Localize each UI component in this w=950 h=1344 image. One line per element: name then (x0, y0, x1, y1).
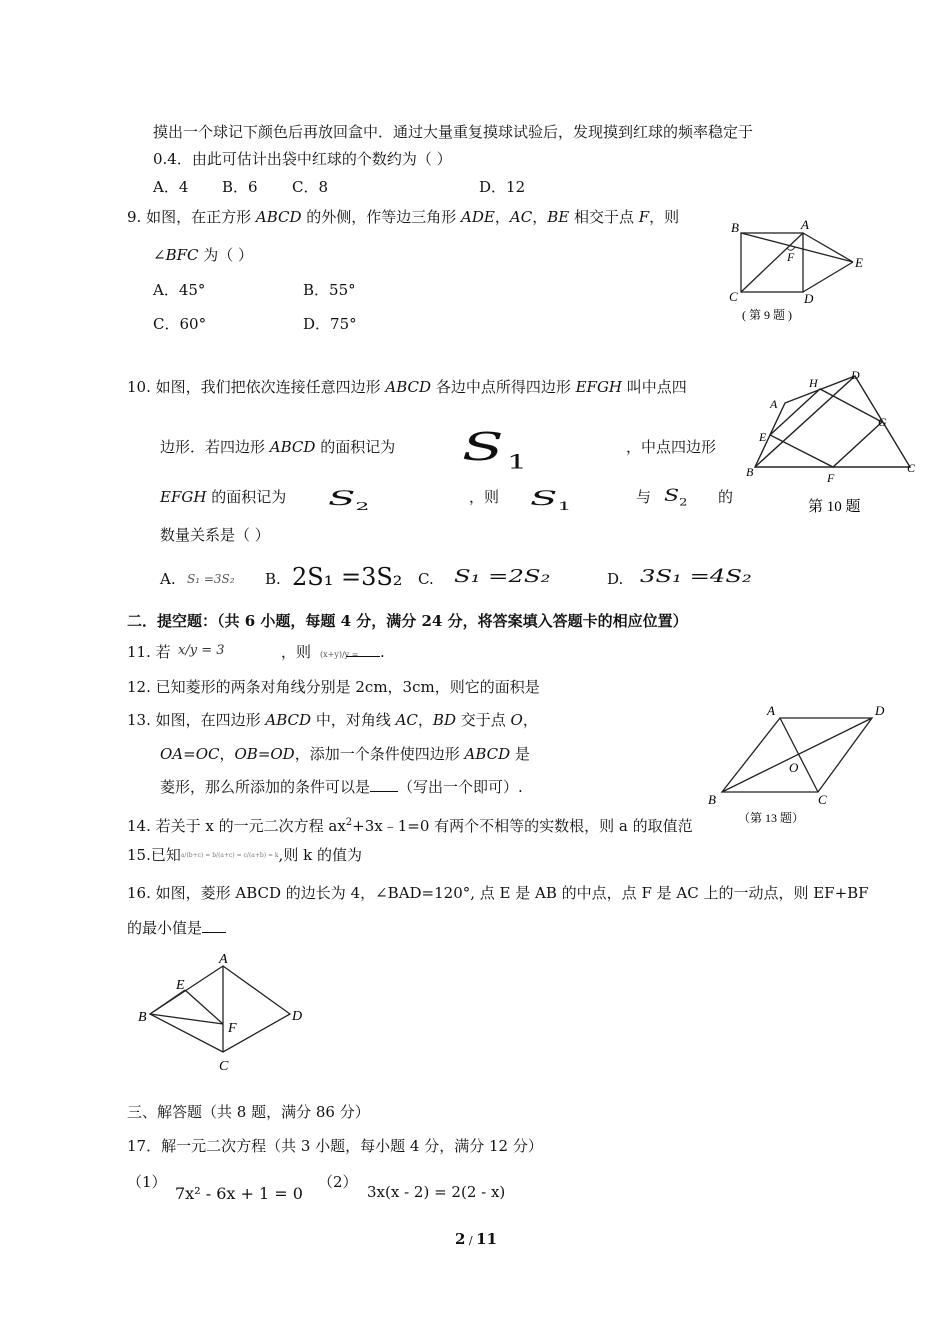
q13-label-c: C (818, 792, 827, 807)
section2-heading: 二．提空题：（共 6 小题，每题 4 分，满分 24 分，将答案填入答题卡的相应位置） (127, 612, 688, 630)
q13-label-b: B (708, 792, 716, 807)
q10-line2-end: ，中点四边形 (626, 438, 717, 456)
q10-line3: EFGH 的面积记为 (160, 488, 287, 506)
q8-option-b: B．6 (222, 178, 258, 196)
q14-line: 14. 若关于 x 的一元二次方程 $ax^2+3x﹣1=0$ 有两个不相等的实数根，则 a 的取值范 (127, 817, 693, 835)
q13-figure (700, 700, 900, 830)
page-number: 2 / 11 (455, 1230, 498, 1248)
q13-label-o: O (789, 760, 799, 775)
q16-label-a: A (219, 952, 228, 967)
q9-label-d: D (804, 291, 814, 306)
q13-line1: 13. 如图，在四边形 ABCD 中，对角线 AC，BD 交于点 O， (127, 711, 538, 729)
q10-s2-inline: $S_2$ (328, 486, 370, 513)
q8-option-c: C．8 (292, 178, 329, 196)
q10-line1: 10. 如图，我们把依次连接任意四边形 ABCD 各边中点所得四边形 EFGH 叫中点四 (127, 378, 687, 396)
q13-line2: OA=OC，OB=OD，添加一个条件使四边形 ABCD 是 (160, 745, 530, 763)
q11-mid: ，则 (281, 643, 312, 661)
q10-figure (745, 368, 925, 518)
q10-option-d-label: D. (607, 570, 624, 588)
q10-label-h: H (809, 376, 818, 390)
q9-caption: ( 第 9 题 ) (742, 308, 792, 322)
q17-part2-label: （2） (318, 1173, 358, 1191)
q8-line1: 摸出一个球记下颜色后再放回盒中．通过大量重复摸球试验后，发现摸到红球的频率稳定于 (153, 123, 754, 141)
q17-part2-equation: 3x(x - 2) = 2(2 - x) (367, 1183, 506, 1201)
q9-line1: 9. 如图，在正方形 ABCD 的外侧，作等边三角形 ADE，AC，BE 相交于点 F，则 (127, 208, 680, 226)
q16-line1: 16. 如图，菱形 ABCD 的边长为 4，∠BAD=120°, 点 E 是 AB 的中点，点 F 是 AC 上的一动点，则 EF+BF (127, 884, 869, 902)
q8-option-d: D．12 (479, 178, 526, 196)
q10-option-a-label: A. (160, 570, 176, 588)
section3-heading: 三、解答题（共 8 题，满分 86 分） (127, 1103, 370, 1121)
q16-line2: 的最小值是 (127, 918, 226, 938)
q9-option-a: A．45° (153, 281, 206, 299)
q13-label-d: D (875, 703, 885, 718)
q10-option-c: S₁ =2S₂ (454, 566, 551, 587)
q11-prefix: 11. 若 (127, 643, 171, 661)
q8-line2: 0.4．由此可估计出袋中红球的个数约为（ ） (153, 150, 452, 168)
q10-label-b: B (746, 465, 754, 479)
q9-option-d: D．75° (303, 315, 357, 333)
q10-s1-large: $S_1$ (462, 425, 531, 474)
q9-label-c: C (729, 289, 738, 304)
q10-option-c-label: C. (418, 570, 434, 588)
q13-line3: 菱形，那么所添加的条件可以是 （写出一个即可）. (160, 778, 523, 796)
q17-title: 17．解一元二次方程（共 3 小题，每小题 4 分，满分 12 分） (127, 1137, 543, 1155)
q9-label-f: F (787, 250, 795, 264)
q9-option-c: C．60° (153, 315, 207, 333)
q8-option-a: A．4 (153, 178, 189, 196)
q16-label-d: D (292, 1009, 303, 1024)
q10-and: 与 (636, 488, 652, 506)
q10-line4: 数量关系是（ ） (160, 526, 270, 544)
q10-label-a: A (770, 397, 778, 411)
q11-expr: x/y = 3 (178, 643, 225, 658)
q13-label-a: A (767, 703, 775, 718)
q10-then: ，则 (469, 488, 500, 506)
q16-label-b: B (138, 1010, 147, 1025)
q10-s2-inline-b: $S_2$ (664, 486, 688, 509)
q10-label-c: C (907, 461, 916, 475)
q10-label-f: F (827, 471, 835, 485)
q10-caption: 第 10 题 (808, 499, 861, 515)
q10-label-g: G (878, 415, 887, 429)
q10-option-b-label: B. (265, 570, 281, 588)
q13-caption: （第 13 题） (738, 811, 805, 825)
q16-label-c: C (219, 1059, 229, 1074)
q10-option-d: 3S₁ =4S₂ (640, 566, 752, 587)
q11-blank: . (346, 642, 385, 662)
q10-label-e: E (759, 430, 767, 444)
q15-line: 15.已知a/(b+c) = b/(a+c) = c/(a+b) = k,则 k 的值为 (127, 846, 362, 864)
q10-line2: 边形．若四边形 ABCD 的面积记为 (160, 438, 396, 456)
q9-option-b: B．55° (303, 281, 356, 299)
q9-label-a: A (801, 217, 809, 232)
q10-of: 的 (718, 488, 734, 506)
q9-figure (725, 215, 875, 327)
q17-part1-equation: 7x² - 6x + 1 = 0 (175, 1184, 303, 1203)
q16-figure (130, 948, 320, 1076)
q17-part1-label: （1） (127, 1173, 167, 1191)
q12-line: 12. 已知菱形的两条对角线分别是 2cm，3cm，则它的面积是 (127, 678, 540, 696)
q16-label-e: E (176, 978, 185, 993)
q10-option-b: 2S₁ =3S₂ (292, 563, 403, 591)
q9-line2: ∠BFC 为（ ） (153, 246, 254, 264)
q11-expr2: (x+y)/y = (320, 650, 359, 659)
q16-label-f: F (228, 1021, 237, 1036)
q9-label-e: E (855, 255, 863, 270)
q10-s1-inline: $S_1$ (530, 486, 572, 513)
q10-label-d: D (851, 368, 860, 382)
q10-option-a: S₁ =3S₂ (187, 572, 235, 586)
q9-label-b: B (731, 220, 739, 235)
